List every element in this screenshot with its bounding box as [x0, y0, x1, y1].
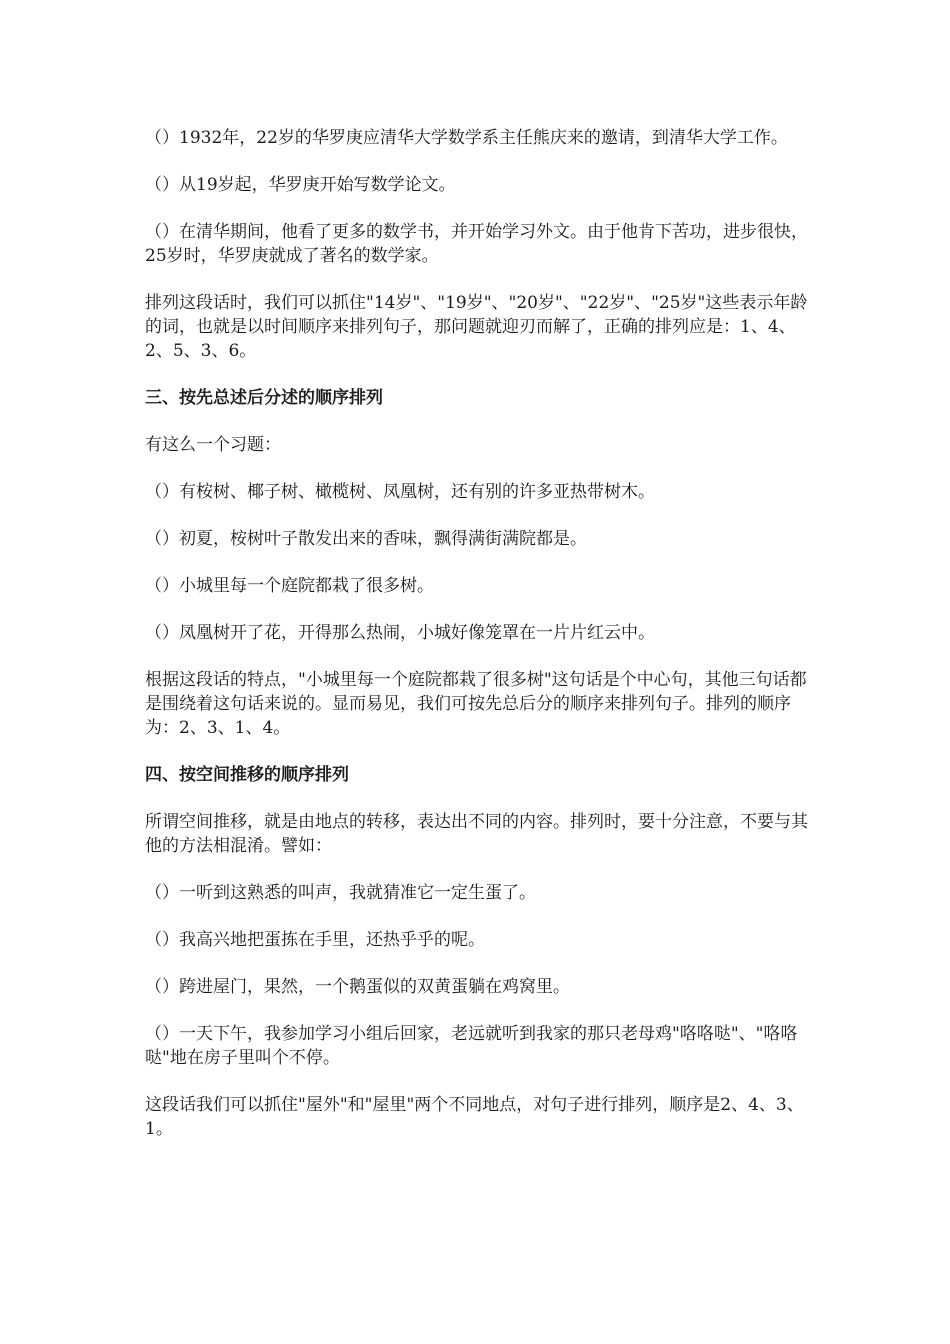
section-heading-4: 四、按空间推移的顺序排列 [145, 765, 349, 785]
section-heading-3: 三、按先总述后分述的顺序排列 [145, 388, 383, 408]
paragraph-item-courtyard: （）小城里每一个庭院都栽了很多树。 [145, 576, 434, 596]
paragraph-explanation-space: 这段话我们可以抓住"屋外"和"屋里"两个不同地点，对句子进行排列，顺序是2、4、3、1。 [145, 1095, 804, 1139]
paragraph-item-tsinghua: （）在清华期间，他看了更多的数学书，并开始学习外文。由于他肯下苦功，进步很快，25岁时，华罗庚就成了著名的数学家。 [145, 222, 808, 266]
document-body [145, 126, 810, 1164]
paragraph-item-19: （）从19岁起，华罗庚开始写数学论文。 [145, 175, 456, 195]
paragraph-item-1932: （）1932年，22岁的华罗庚应清华大学数学系主任熊庆来的邀请，到清华大学工作。 [145, 128, 788, 148]
paragraph-explanation-general: 根据这段话的特点，"小城里每一个庭院都栽了很多树"这句话是个中心句，其他三句话都是围绕着这句话来说的。显而易见，我们可按先总后分的顺序来排列句子。排列的顺序为：2、3、1、4。 [145, 670, 807, 738]
paragraph-item-trees: （）有桉树、椰子树、橄榄树、凤凰树，还有别的许多亚热带树木。 [145, 482, 655, 502]
paragraph-space-intro: 所谓空间推移，就是由地点的转移，表达出不同的内容。排列时，要十分注意，不要与其他的方法相混淆。譬如： [145, 812, 808, 856]
paragraph-item-egg-hand: （）我高兴地把蛋拣在手里，还热乎乎的呢。 [145, 930, 485, 950]
paragraph-explanation-time: 排列这段话时，我们可以抓住"14岁"、"19岁"、"20岁"、"22岁"、"25岁"这些表示年龄的词，也就是以时间顺序来排列句子，那问题就迎刃而解了，正确的排列应是：1、4、2、5、3、6。 [145, 293, 808, 361]
paragraph-item-phoenix: （）凤凰树开了花，开得那么热闹，小城好像笼罩在一片片红云中。 [145, 623, 655, 643]
paragraph-item-door: （）跨进屋门，果然，一个鹅蛋似的双黄蛋躺在鸡窝里。 [145, 977, 570, 997]
paragraph-item-sound: （）一听到这熟悉的叫声，我就猜准它一定生蛋了。 [145, 883, 536, 903]
paragraph-item-summer: （）初夏，桉树叶子散发出来的香味，飘得满街满院都是。 [145, 529, 587, 549]
paragraph-exercise-intro: 有这么一个习题： [145, 435, 281, 455]
paragraph-item-afternoon: （）一天下午，我参加学习小组后回家，老远就听到我家的那只老母鸡"咯咯哒"、"咯咯哒"地在房子里叫个不停。 [145, 1024, 798, 1068]
